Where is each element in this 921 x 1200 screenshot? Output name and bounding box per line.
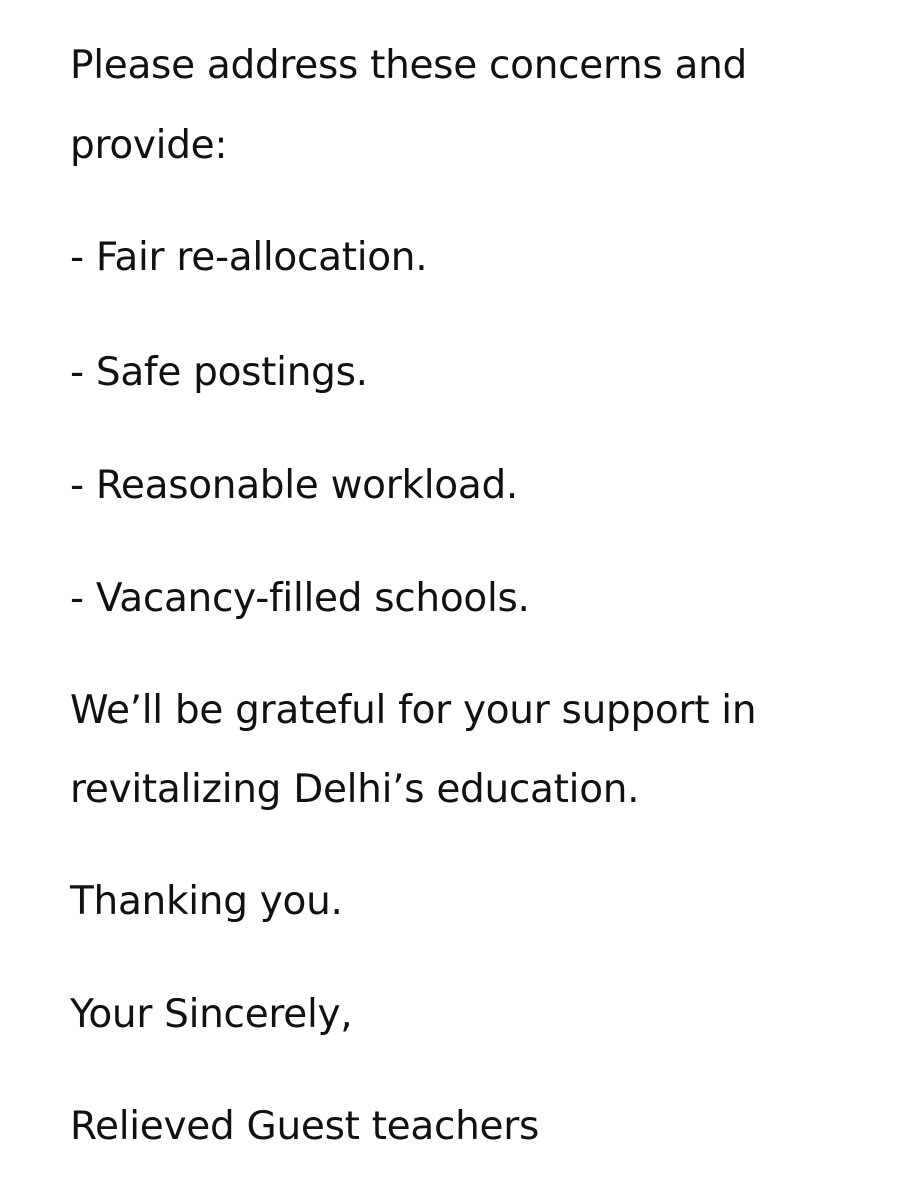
signature-line: Relieved Guest teachers xyxy=(70,1104,539,1149)
request-line-2: provide: xyxy=(70,123,228,168)
gratitude-line-1: We’ll be grateful for your support in xyxy=(70,688,757,733)
demand-item-fair-reallocation: - Fair re-allocation. xyxy=(70,235,428,280)
thanks-line: Thanking you. xyxy=(70,879,343,924)
closing-line: Your Sincerely, xyxy=(70,992,353,1037)
demand-item-vacancy-filled-schools: - Vacancy-filled schools. xyxy=(70,576,530,621)
demand-item-reasonable-workload: - Reasonable workload. xyxy=(70,463,519,508)
request-line-1: Please address these concerns and xyxy=(70,43,747,88)
gratitude-line-2: revitalizing Delhi’s education. xyxy=(70,767,640,812)
demand-item-safe-postings: - Safe postings. xyxy=(70,350,368,395)
